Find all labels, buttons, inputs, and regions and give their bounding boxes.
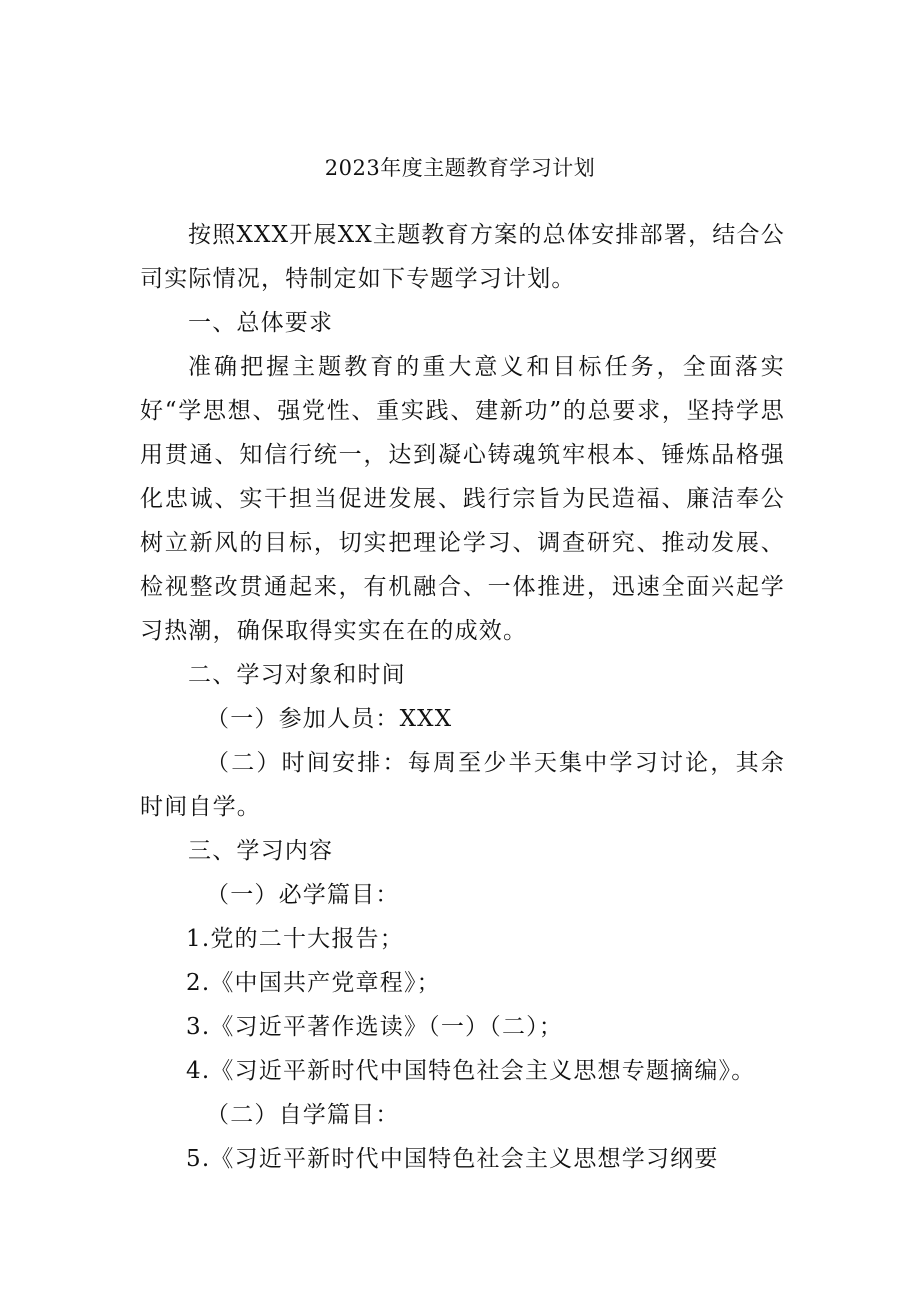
reading-item: 2.《中国共产党章程》； <box>186 970 441 996</box>
reading-item: 5.《习近平新时代中国特色社会主义思想学习纲要 <box>186 1146 719 1172</box>
reading-item: 4.《习近平新时代中国特色社会主义思想专题摘编》。 <box>186 1058 756 1084</box>
required-readings-heading: （一）必学篇目： <box>206 882 400 908</box>
intro-paragraph: 按照XXX开展XX主题教育方案的总体安排部署，结合公司实际情况，特制定如下专题学习计划。 <box>140 222 785 292</box>
section-heading-audience-and-time: 二、学习对象和时间 <box>188 662 406 688</box>
reading-item: 1.党的二十大报告； <box>186 926 404 952</box>
self-study-heading: （二）自学篇目： <box>206 1102 400 1128</box>
document-title: 2023年度主题教育学习计划 <box>324 156 596 180</box>
section-heading-study-content: 三、学习内容 <box>188 838 334 864</box>
schedule-item: （二）时间安排：每周至少半天集中学习讨论，其余时间自学。 <box>140 750 785 820</box>
participants-item: （一）参加人员：XXX <box>206 706 453 732</box>
general-requirements-paragraph: 准确把握主题教育的重大意义和目标任务，全面落实好“学思想、强党性、重实践、建新功”的总要求，坚持学思用贯通、知信行统一，达到凝心铸魂筑牢根本、锤炼品格强化忠诚、实干担当促进发展、践行宗旨为民造福、廉洁奉公树立新风的目标，切实把理论学习、调查研究、推动发展、检视整改贯通起来，有机融合、一体推进，迅速全面兴起学习热潮，确保取得实实在在的成效。 <box>140 354 785 644</box>
document-body <box>140 213 785 1181</box>
section-heading-general-requirements: 一、总体要求 <box>188 310 334 336</box>
reading-item: 3.《习近平著作选读》（一）（二）； <box>186 1014 564 1040</box>
